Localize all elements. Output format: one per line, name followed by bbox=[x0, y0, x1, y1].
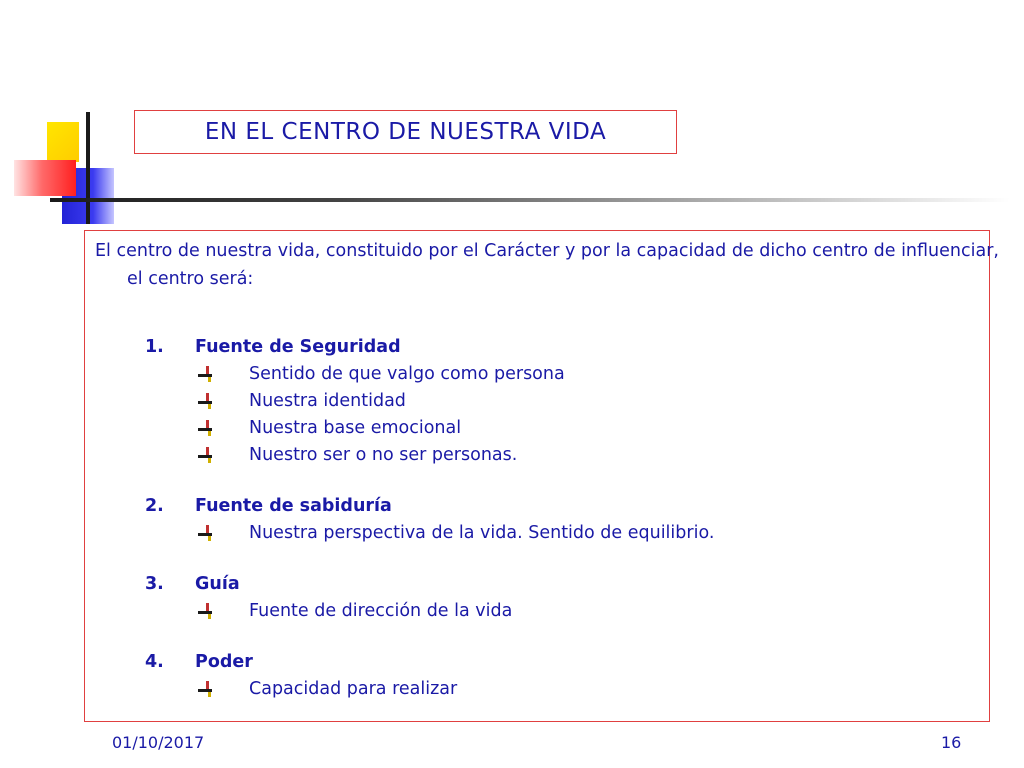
section-heading: Poder bbox=[195, 651, 253, 672]
yellow-square-decoration bbox=[47, 122, 79, 162]
bullet-item bbox=[85, 387, 985, 414]
section-heading: Fuente de sabiduría bbox=[195, 495, 392, 516]
red-square-decoration bbox=[14, 160, 76, 196]
bullet-item bbox=[85, 414, 985, 441]
arrow-bullet-icon bbox=[197, 393, 215, 409]
slide-title-box bbox=[134, 110, 677, 154]
footer-date: 01/10/2017 bbox=[112, 733, 205, 752]
content-box bbox=[84, 230, 999, 722]
section-heading-row bbox=[85, 492, 985, 519]
horizontal-line-decoration bbox=[50, 198, 1010, 202]
arrow-bullet-icon bbox=[197, 603, 215, 619]
section-number: 1. bbox=[145, 336, 164, 357]
footer-page-number: 16 bbox=[941, 733, 962, 752]
bullet-text: Nuestra base emocional bbox=[249, 417, 462, 438]
bullet-text: Sentido de que valgo como persona bbox=[249, 363, 565, 384]
section-heading: Guía bbox=[195, 573, 240, 594]
section-number: 4. bbox=[145, 651, 164, 672]
arrow-bullet-icon bbox=[197, 420, 215, 436]
bullet-text: Nuestro ser o no ser personas. bbox=[249, 444, 518, 465]
arrow-bullet-icon bbox=[197, 681, 215, 697]
section bbox=[85, 648, 985, 702]
arrow-bullet-icon bbox=[197, 525, 215, 541]
section-heading: Fuente de Seguridad bbox=[195, 336, 401, 357]
vertical-line-decoration bbox=[86, 112, 90, 224]
section-heading-row bbox=[85, 333, 985, 360]
slide-title: EN EL CENTRO DE NUESTRA VIDA bbox=[204, 119, 607, 145]
section-number: 3. bbox=[145, 573, 164, 594]
bullet-text: Nuestra identidad bbox=[249, 390, 406, 411]
section-heading-row bbox=[85, 648, 985, 675]
bullet-item bbox=[85, 441, 985, 468]
intro-paragraph: El centro de nuestra vida, constituido por el Carácter y por la capacidad de dicho centro de influenciar, el centro será: bbox=[95, 241, 999, 289]
bullet-item bbox=[85, 675, 985, 702]
arrow-bullet-icon bbox=[197, 447, 215, 463]
arrow-bullet-icon bbox=[197, 366, 215, 382]
section-number: 2. bbox=[145, 495, 164, 516]
section bbox=[85, 333, 985, 468]
bullet-text: Nuestra perspectiva de la vida. Sentido de equilibrio. bbox=[249, 522, 715, 543]
section-heading-row bbox=[85, 570, 985, 597]
bullet-item bbox=[85, 519, 985, 546]
section bbox=[85, 570, 985, 624]
bullet-text: Capacidad para realizar bbox=[249, 678, 458, 699]
bullet-item bbox=[85, 360, 985, 387]
bullet-item bbox=[85, 597, 985, 624]
section bbox=[85, 492, 985, 546]
bullet-text: Fuente de dirección de la vida bbox=[249, 600, 513, 621]
sections-list bbox=[85, 333, 985, 726]
